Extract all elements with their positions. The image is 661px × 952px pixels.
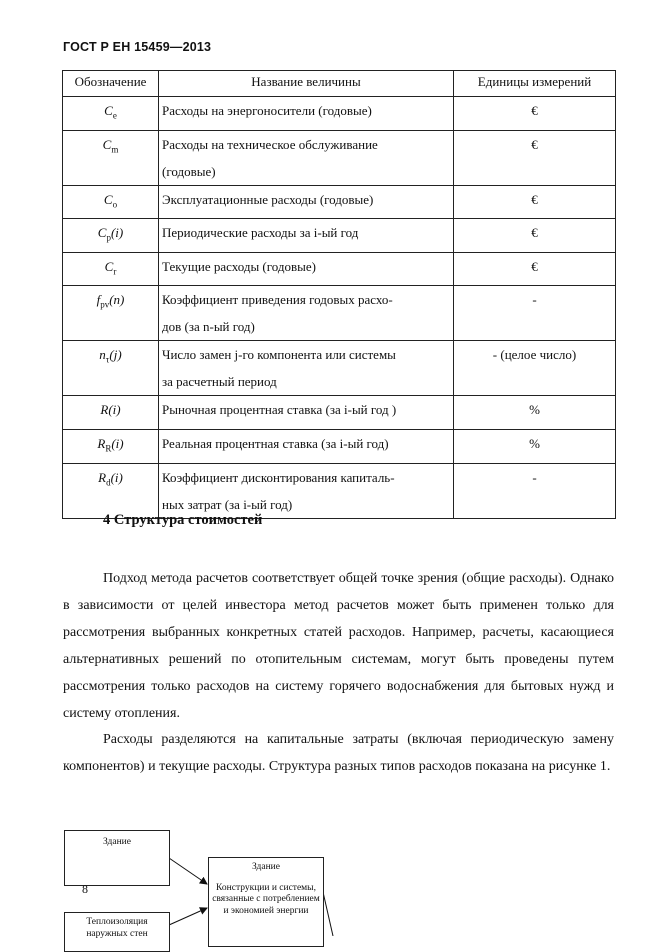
unit-cell: - — [454, 286, 616, 341]
name-line: Коэффициент приведения годовых расхо- — [162, 292, 393, 308]
name-line: Периодические расходы за i-ый год — [162, 225, 359, 241]
symbol-cell: $R_d(i)$ — [63, 463, 159, 518]
unit-cell: € — [454, 185, 616, 219]
unit-cell: % — [454, 396, 616, 430]
col-header-name: Название величины — [159, 71, 454, 97]
figure-box-insulation: Теплоизоляция наружных стен — [64, 912, 170, 952]
arrow-structures-out — [323, 892, 333, 936]
paragraph-1: Подход метода расчетов соответствует общей точке зрения (общие расходы). Однако в зависимости от целей инвестора метод расчетов может быть применен только для рассмотрения выбранных конкретных статей расходов. Например, расчеты, касающиеся альтернативных решений по отопительным системам, могут быть проведены путем рассмотрения только расходов на систему горячего водоснабжения для бытовых нужд и систему отопления. — [63, 571, 614, 721]
arrow-building-to-structures — [169, 858, 207, 884]
symbol-cell: $f_{pv}(n)$ — [63, 286, 159, 341]
unit-cell: % — [454, 429, 616, 463]
symbol-cell: $C_r$ — [63, 252, 159, 286]
col-header-symbol: Обозначение — [63, 71, 159, 97]
unit-cell: - (целое число) — [454, 341, 616, 396]
unit-cell: € — [454, 130, 616, 185]
symbol-cell: $C_p(i)$ — [63, 219, 159, 253]
name-line: Коэффициент дисконтирования капиталь- — [162, 469, 395, 485]
unit-cell: - — [454, 463, 616, 518]
name-line: дов (за n-ый год) — [162, 319, 255, 335]
name-line: Расходы на энергоносители (годовые) — [162, 103, 372, 118]
name-line: (годовые) — [162, 163, 216, 179]
name-line: Текущие расходы (годовые) — [162, 258, 316, 274]
arrow-insulation-to-structures — [169, 908, 207, 925]
figure-box-building: Здание — [64, 830, 170, 886]
figure-box-structures — [208, 857, 324, 947]
unit-cell: € — [454, 219, 616, 253]
symbol-cell: $R_R(i)$ — [63, 429, 159, 463]
symbol-cell: $C_o$ — [63, 185, 159, 219]
name-line: за расчетный период — [162, 374, 277, 390]
symbol-cell: R(i) — [63, 396, 159, 430]
document-header: ГОСТ Р ЕН 15459—2013 — [63, 40, 212, 54]
name-line: ных затрат (за i-ый год) — [162, 496, 293, 512]
figure-box-structures-body: Конструкции и системы, связанные с потреблением и экономией энергии — [212, 882, 320, 916]
page-number: 8 — [82, 882, 88, 896]
name-line: Число замен j-го компонента или системы — [162, 347, 396, 363]
section-title: 4 Структура стоимостей — [103, 512, 263, 528]
symbol-cell: $n_\tau(j)$ — [63, 341, 159, 396]
name-line: Рыночная процентная ставка (за i-ый год ) — [162, 402, 397, 418]
paragraph-2: Расходы разделяются на капитальные затраты (включая периодическую замену компонентов) и текущие расходы. Структура разных типов расходов показана на рисунке 1. — [63, 732, 614, 774]
name-line: Реальная процентная ставка (за i-ый год) — [162, 435, 389, 451]
symbol-cell: $C_m$ — [63, 130, 159, 185]
unit-cell: € — [454, 97, 616, 131]
name-line: Эксплуатационные расходы (годовые) — [162, 191, 374, 207]
name-line: Расходы на техническое обслуживание — [162, 136, 378, 152]
col-header-unit: Единицы измерений — [454, 71, 616, 97]
figure-box-structures-title: Здание — [252, 862, 280, 872]
symbol-cell: $C_e$ — [63, 97, 159, 131]
unit-cell: € — [454, 252, 616, 286]
